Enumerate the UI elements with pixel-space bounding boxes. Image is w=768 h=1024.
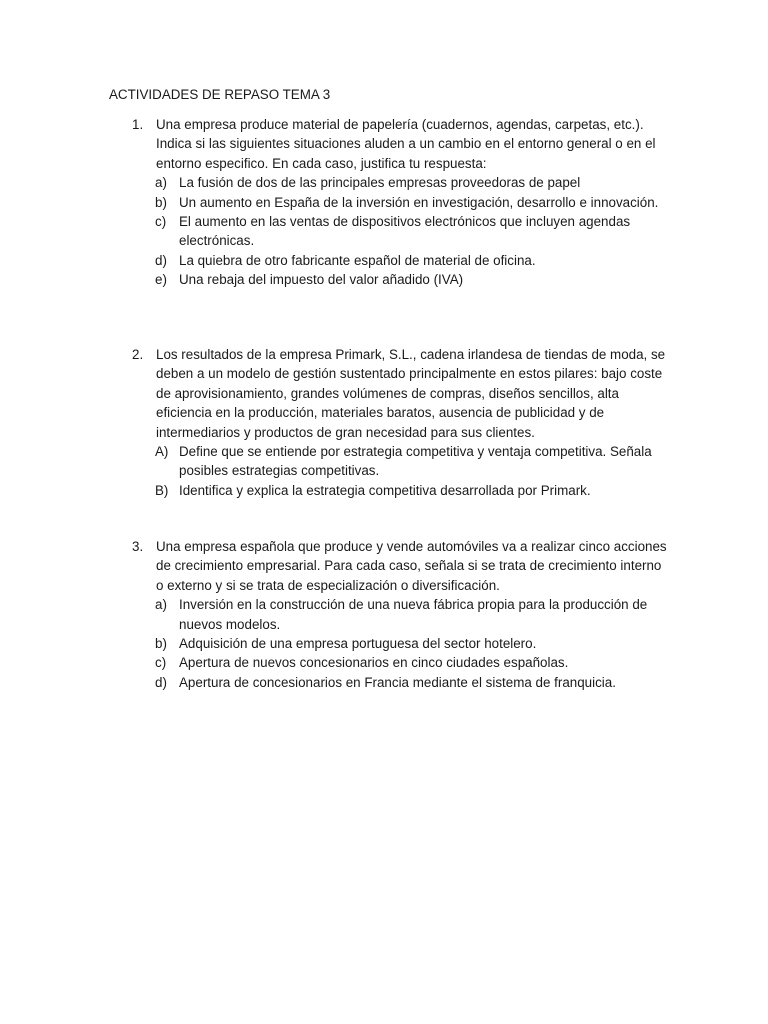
list-item (109, 193, 669, 212)
item-marker: b) (155, 194, 167, 210)
question-3 (109, 537, 669, 692)
item-text: Un aumento en España de la inversión en investigación, desarrollo e innovación. (179, 194, 659, 210)
item-text: El aumento en las ventas de dispositivos electrónicos que incluyen agendas electrónicas. (179, 214, 631, 249)
list-item (109, 634, 669, 653)
list-item (109, 481, 669, 500)
item-text: Una rebaja del impuesto del valor añadido (IVA) (179, 272, 464, 288)
question-number: 1. (132, 117, 144, 132)
item-text: Define que se entiende por estrategia competitiva y ventaja competitiva. Señala posibles estrategias competitivas. (179, 444, 652, 479)
item-text: La fusión de dos de las principales empresas proveedoras de papel (179, 175, 581, 191)
question-text: Una empresa produce material de papelería (cuadernos, agendas, carpetas, etc.). Indica si las siguientes situaciones aluden a un cambio en el entorno general o en el entorno especifico. En cada caso, justifica tu respuesta: (156, 117, 656, 171)
question-1-items (109, 173, 669, 289)
question-1 (109, 115, 669, 290)
item-marker: B) (155, 482, 169, 498)
list-item (109, 442, 669, 481)
item-marker: d) (155, 252, 167, 268)
question-text: Los resultados de la empresa Primark, S.L., cadena irlandesa de tiendas de moda, se deben a un modelo de gestión sustentado principalmente en estos pilares: bajo coste de aprovisionamiento, grandes volúmenes de compras, diseños sencillos, alta eficiencia en la producción, materiales baratos, ausencia de publicidad y de intermediarios y productos de gran necesidad para sus clientes. (156, 347, 666, 440)
question-number: 2. (132, 347, 144, 362)
item-text: Adquisición de una empresa portuguesa del sector hotelero. (179, 636, 537, 652)
question-number: 3. (132, 539, 144, 554)
list-item (109, 673, 669, 692)
list-item (109, 212, 669, 251)
item-text: La quiebra de otro fabricante español de material de oficina. (179, 252, 536, 268)
list-item (109, 251, 669, 270)
item-marker: e) (155, 272, 167, 288)
item-marker: c) (155, 214, 167, 230)
item-marker: c) (155, 655, 167, 671)
list-item (109, 595, 669, 634)
question-text: Una empresa española que produce y vende automóviles va a realizar cinco acciones de crecimiento empresarial. Para cada caso, señala si se trata de crecimiento interno o externo y si se trata de especialización o diversificación. (156, 539, 667, 593)
item-marker: a) (155, 175, 167, 191)
question-1-stem (109, 115, 669, 173)
question-2 (109, 345, 669, 500)
item-text: Apertura de concesionarios en Francia mediante el sistema de franquicia. (179, 674, 616, 690)
list-item (109, 173, 669, 192)
list-item (109, 270, 669, 289)
item-marker: b) (155, 636, 167, 652)
item-marker: d) (155, 674, 167, 690)
question-2-stem (109, 345, 669, 442)
item-text: Inversión en la construcción de una nueva fábrica propia para la producción de nuevos modelos. (179, 597, 648, 632)
item-text: Apertura de nuevos concesionarios en cinco ciudades españolas. (179, 655, 569, 671)
question-3-items (109, 595, 669, 692)
document-title: ACTIVIDADES DE REPASO TEMA 3 (109, 87, 331, 102)
list-item (109, 653, 669, 672)
item-text: Identifica y explica la estrategia competitiva desarrollada por Primark. (179, 482, 591, 498)
item-marker: a) (155, 597, 167, 613)
item-marker: A) (155, 444, 169, 460)
question-2-items (109, 442, 669, 500)
question-3-stem (109, 537, 669, 595)
